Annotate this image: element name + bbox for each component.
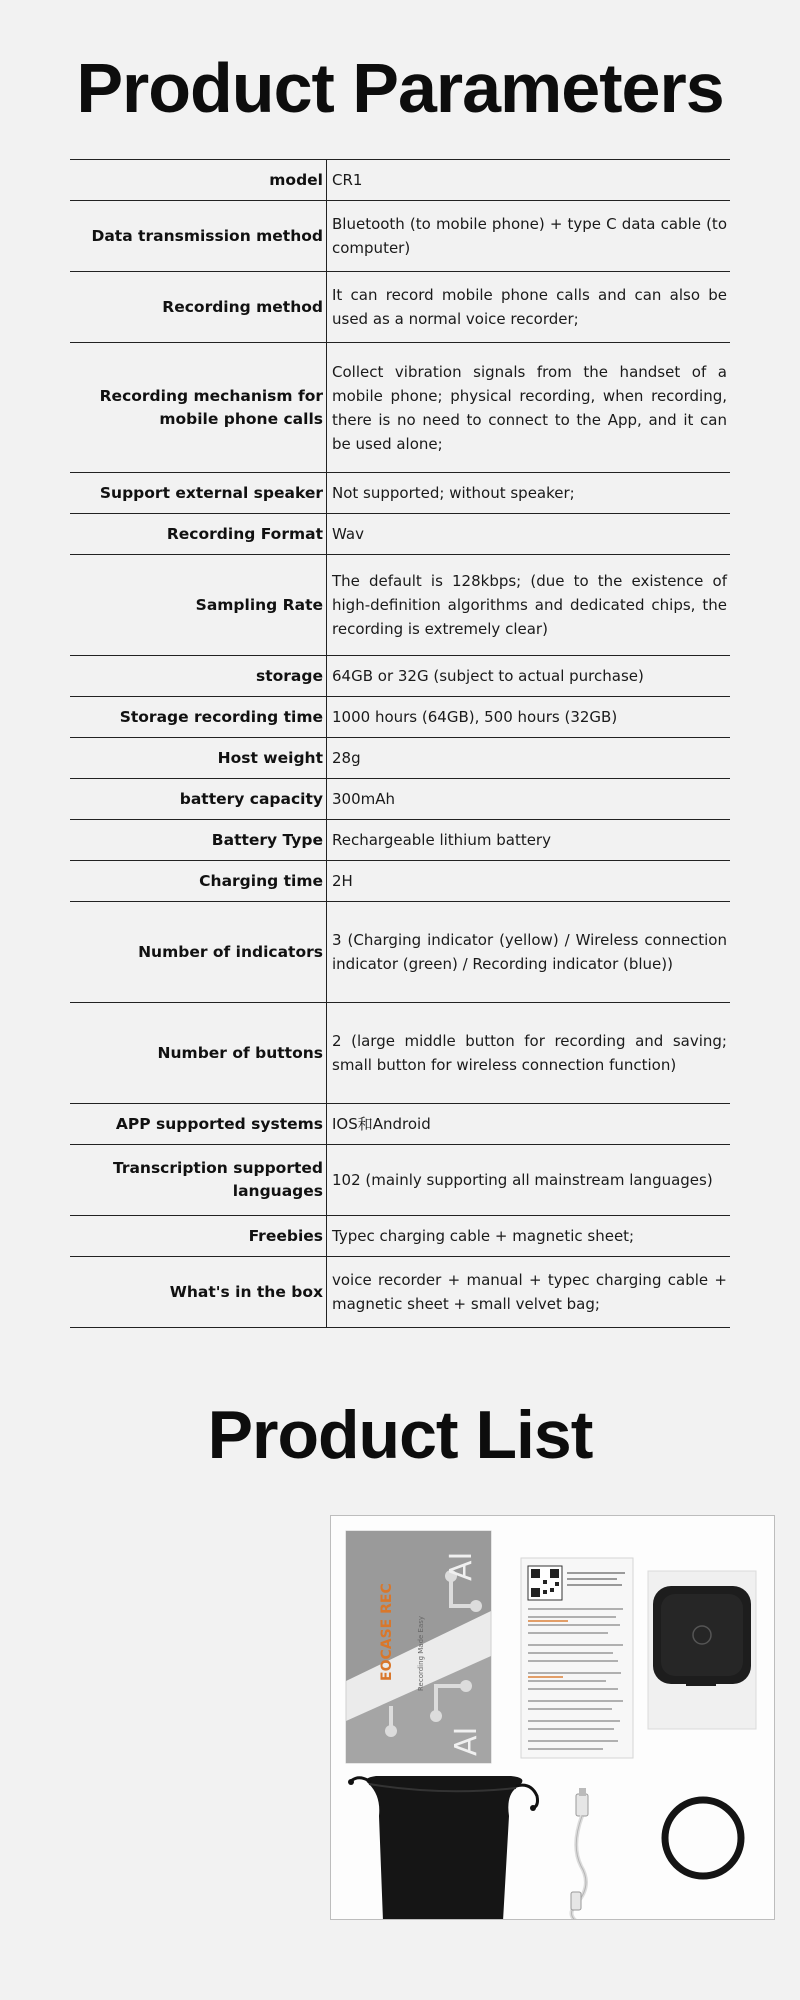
spec-label: Support external speaker: [99, 483, 323, 502]
spec-row: [70, 820, 730, 861]
manual-booklet: [346, 1531, 491, 1763]
spec-label: Recording Format: [166, 524, 323, 543]
spec-row: [70, 697, 730, 738]
spec-value-cell: [327, 473, 730, 513]
package-contents-illustration: [331, 1516, 775, 1920]
spec-value-cell: [327, 1003, 730, 1103]
spec-value: 1000 hours (64GB), 500 hours (32GB): [332, 708, 618, 726]
spec-label-cell: [70, 555, 327, 655]
spec-value-cell: [327, 1104, 730, 1144]
spec-value-cell: [327, 697, 730, 737]
spec-label-cell: [70, 656, 327, 696]
spec-label-cell: [70, 1104, 327, 1144]
section-title-product-list: Product List: [207, 1397, 593, 1473]
instruction-sheet: [521, 1558, 633, 1758]
spec-label-cell: [70, 779, 327, 819]
spec-value-cell: [327, 902, 730, 1002]
spec-label: Data transmission method: [91, 226, 323, 245]
spec-value: 2H: [332, 872, 353, 890]
spec-label: Charging time: [199, 871, 323, 890]
spec-label: Number of indicators: [138, 942, 323, 961]
spec-row: [70, 738, 730, 779]
spec-label-cell: [70, 473, 327, 513]
spec-value: Wav: [332, 525, 364, 543]
voice-recorder-device: [648, 1571, 756, 1729]
spec-value: 64GB or 32G (subject to actual purchase): [332, 667, 644, 685]
product-list-photo: [330, 1515, 775, 1920]
spec-label-cell: [70, 1145, 327, 1215]
spec-value-cell: [327, 738, 730, 778]
typec-cable: [571, 1788, 588, 1920]
spec-row: [70, 473, 730, 514]
spec-row: [70, 1145, 730, 1216]
page-title: Product Parameters: [76, 49, 724, 127]
spec-label: Number of buttons: [157, 1043, 323, 1062]
spec-row: [70, 1003, 730, 1104]
spec-value: voice recorder + manual + typec charging cable + magnetic sheet + small velvet bag;: [332, 1271, 727, 1313]
spec-value-cell: [327, 1216, 730, 1256]
spec-label: Transcription supported languages: [112, 1159, 323, 1200]
spec-value: CR1: [332, 171, 363, 189]
spec-value: 28g: [332, 749, 361, 767]
spec-value: Bluetooth (to mobile phone) + type C data cable (to computer): [332, 215, 727, 257]
spec-value-cell: [327, 343, 730, 472]
spec-value-cell: [327, 1257, 730, 1327]
spec-label-cell: [70, 514, 327, 554]
spec-label: Freebies: [248, 1226, 323, 1245]
spec-row: [70, 861, 730, 902]
magnetic-sheet-ring: [665, 1800, 741, 1876]
spec-row: [70, 160, 730, 201]
spec-value: Rechargeable lithium battery: [332, 831, 551, 849]
spec-value-cell: [327, 201, 730, 271]
spec-value: 102 (mainly supporting all mainstream languages): [332, 1171, 713, 1189]
spec-label-cell: [70, 160, 327, 200]
spec-row: [70, 514, 730, 555]
spec-table: [70, 159, 730, 1328]
manual-brand-text: EOCASE REC: [379, 1583, 395, 1681]
velvet-bag: [348, 1776, 538, 1920]
spec-value: Typec charging cable + magnetic sheet;: [332, 1227, 635, 1245]
spec-label-cell: [70, 697, 327, 737]
spec-value: Not supported; without speaker;: [332, 484, 575, 502]
spec-value-cell: [327, 779, 730, 819]
spec-value-cell: [327, 514, 730, 554]
spec-label: Recording mechanism for mobile phone calls: [99, 386, 323, 428]
spec-row: [70, 201, 730, 272]
spec-label-cell: [70, 861, 327, 901]
spec-label: battery capacity: [179, 789, 323, 808]
spec-label-cell: [70, 738, 327, 778]
spec-value-cell: [327, 820, 730, 860]
spec-value-cell: [327, 160, 730, 200]
spec-value: 2 (large middle button for recording and saving; small button for wireless connection function): [332, 1032, 727, 1074]
spec-row: [70, 902, 730, 1003]
spec-label-cell: [70, 902, 327, 1002]
spec-value: 3 (Charging indicator (yellow) / Wireless connection indicator (green) / Recording indicator (blue)): [332, 931, 727, 973]
spec-label-cell: [70, 1003, 327, 1103]
spec-label-cell: [70, 343, 327, 472]
spec-value-cell: [327, 1145, 730, 1215]
spec-label: Sampling Rate: [195, 595, 323, 614]
spec-value-cell: [327, 656, 730, 696]
spec-value-cell: [327, 861, 730, 901]
spec-label-cell: [70, 820, 327, 860]
spec-row: [70, 555, 730, 656]
spec-label-cell: [70, 1216, 327, 1256]
spec-label: storage: [256, 666, 323, 685]
spec-value: The default is 128kbps; (due to the existence of high-definition algorithms and dedicated chips, the recording is extremely clear): [332, 572, 727, 638]
spec-value-cell: [327, 555, 730, 655]
spec-row: [70, 343, 730, 473]
spec-value: 300mAh: [332, 790, 396, 808]
spec-label-cell: [70, 272, 327, 342]
spec-row: [70, 1104, 730, 1145]
manual-ai-mark-bottom: AI: [449, 1726, 484, 1756]
manual-subtitle-text: Recording Made Easy: [417, 1615, 425, 1691]
spec-value: It can record mobile phone calls and can also be used as a normal voice recorder;: [332, 286, 727, 328]
spec-row: [70, 272, 730, 343]
spec-label: APP supported systems: [115, 1114, 323, 1133]
spec-row: [70, 656, 730, 697]
spec-label: Recording method: [162, 297, 323, 316]
spec-label: model: [269, 170, 323, 189]
spec-row: [70, 779, 730, 820]
spec-value: Collect vibration signals from the handset of a mobile phone; physical recording, when recording, there is no need to connect to the App, and it can be used alone;: [332, 362, 727, 453]
spec-value: IOS和Android: [332, 1115, 431, 1133]
spec-label-cell: [70, 201, 327, 271]
manual-ai-mark-top: AI: [444, 1551, 479, 1581]
spec-row: [70, 1257, 730, 1328]
spec-label-cell: [70, 1257, 327, 1327]
spec-value-cell: [327, 272, 730, 342]
spec-label: Host weight: [217, 748, 323, 767]
spec-row: [70, 1216, 730, 1257]
spec-label: Storage recording time: [119, 707, 323, 726]
spec-label: Battery Type: [211, 830, 323, 849]
spec-label: What's in the box: [169, 1282, 323, 1301]
